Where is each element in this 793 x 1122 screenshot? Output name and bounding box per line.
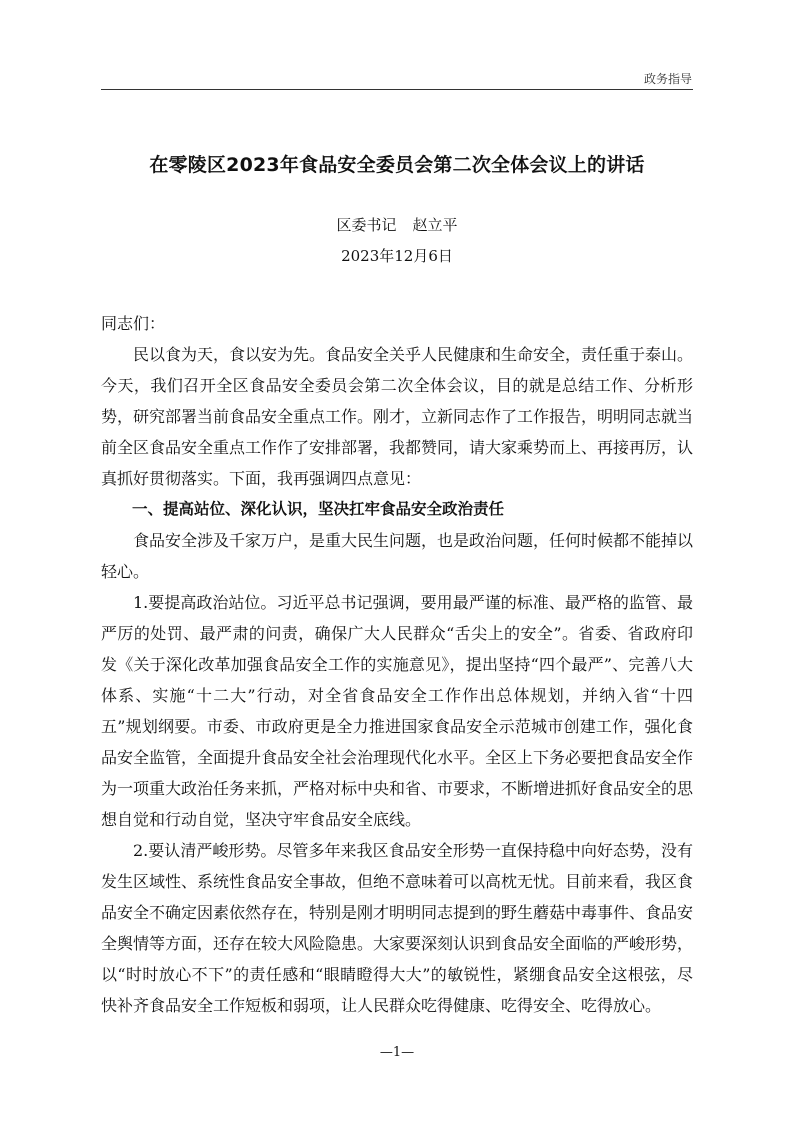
author-role: 区委书记: [336, 216, 397, 234]
document-title: 在零陵区2023年食品安全委员会第二次全体会议上的讲话: [149, 154, 645, 176]
paragraph-intro: 民以食为天，食以安为先。食品安全关乎人民健康和生命安全，责任重于泰山。今天，我们召开全区食品安全委员会第二次全体会议，目的就是总结工作、分析形势，研究部署当前食品安全重点工作。刚才，立新同志作了工作报告，明明同志就当前全区食品安全重点工作作了安排部署，我都赞同，请大家乘势而上、再接再厉，认真抓好贯彻落实。下面，我再强调四点意见：: [101, 345, 694, 488]
paragraph-point-2: 2.要认清严峻形势。尽管多年来我区食品安全形势一直保持稳中向好态势，没有发生区域性、系统性食品安全事故，但绝不意味着可以高枕无忧。目前来看，我区食品安全不确定因素依然存在，特别是刚才明明同志提到的野生蘑菇中毒事件、食品安全舆情等方面，还存在较大风险隐患。大家要深刻认识到食品安全面临的严峻形势，以“时时放心不下”的责任感和“眼睛瞪得大大”的敏锐性，紧绷食品安全这根弦，尽快补齐食品安全工作短板和弱项，让人民群众吃得健康、吃得安全、吃得放心。: [101, 841, 694, 1015]
salutation: 同志们：: [101, 314, 166, 333]
paragraph-section-1-intro: 食品安全涉及千家万户，是重大民生问题，也是政治问题，任何时候都不能掉以轻心。: [101, 531, 694, 581]
document-body: [101, 308, 693, 1021]
document-date: 2023年12月6日: [341, 247, 453, 265]
header-label: 政务指导: [643, 72, 692, 86]
paragraph-point-1: 1.要提高政治站位。习近平总书记强调，要用最严谨的标准、最严格的监管、最严厉的处罚、最严肃的问责，确保广大人民群众“舌尖上的安全”。省委、省政府印发《关于深化改革加强食品安全工作的实施意见》，提出坚持“四个最严”、完善八大体系、实施“十二大”行动，对全省食品安全工作作出总体规划，并纳入省“十四五”规划纲要。市委、市政府更是全力推进国家食品安全示范城市创建工作，强化食品安全监管，全面提升食品安全社会治理现代化水平。全区上下务必要把食品安全作为一项重大政治任务来抓，严格对标中央和省、市要求，不断增进抓好食品安全的思想自觉和行动自觉，坚决守牢食品安全底线。: [101, 593, 694, 829]
header-rule: [101, 89, 693, 90]
section-heading-1: 一、提高站位、深化认识，坚决扛牢食品安全政治责任: [132, 500, 505, 518]
author-name: 赵立平: [412, 216, 458, 234]
author-line: [101, 214, 693, 235]
page-number: —1—: [379, 1045, 415, 1060]
